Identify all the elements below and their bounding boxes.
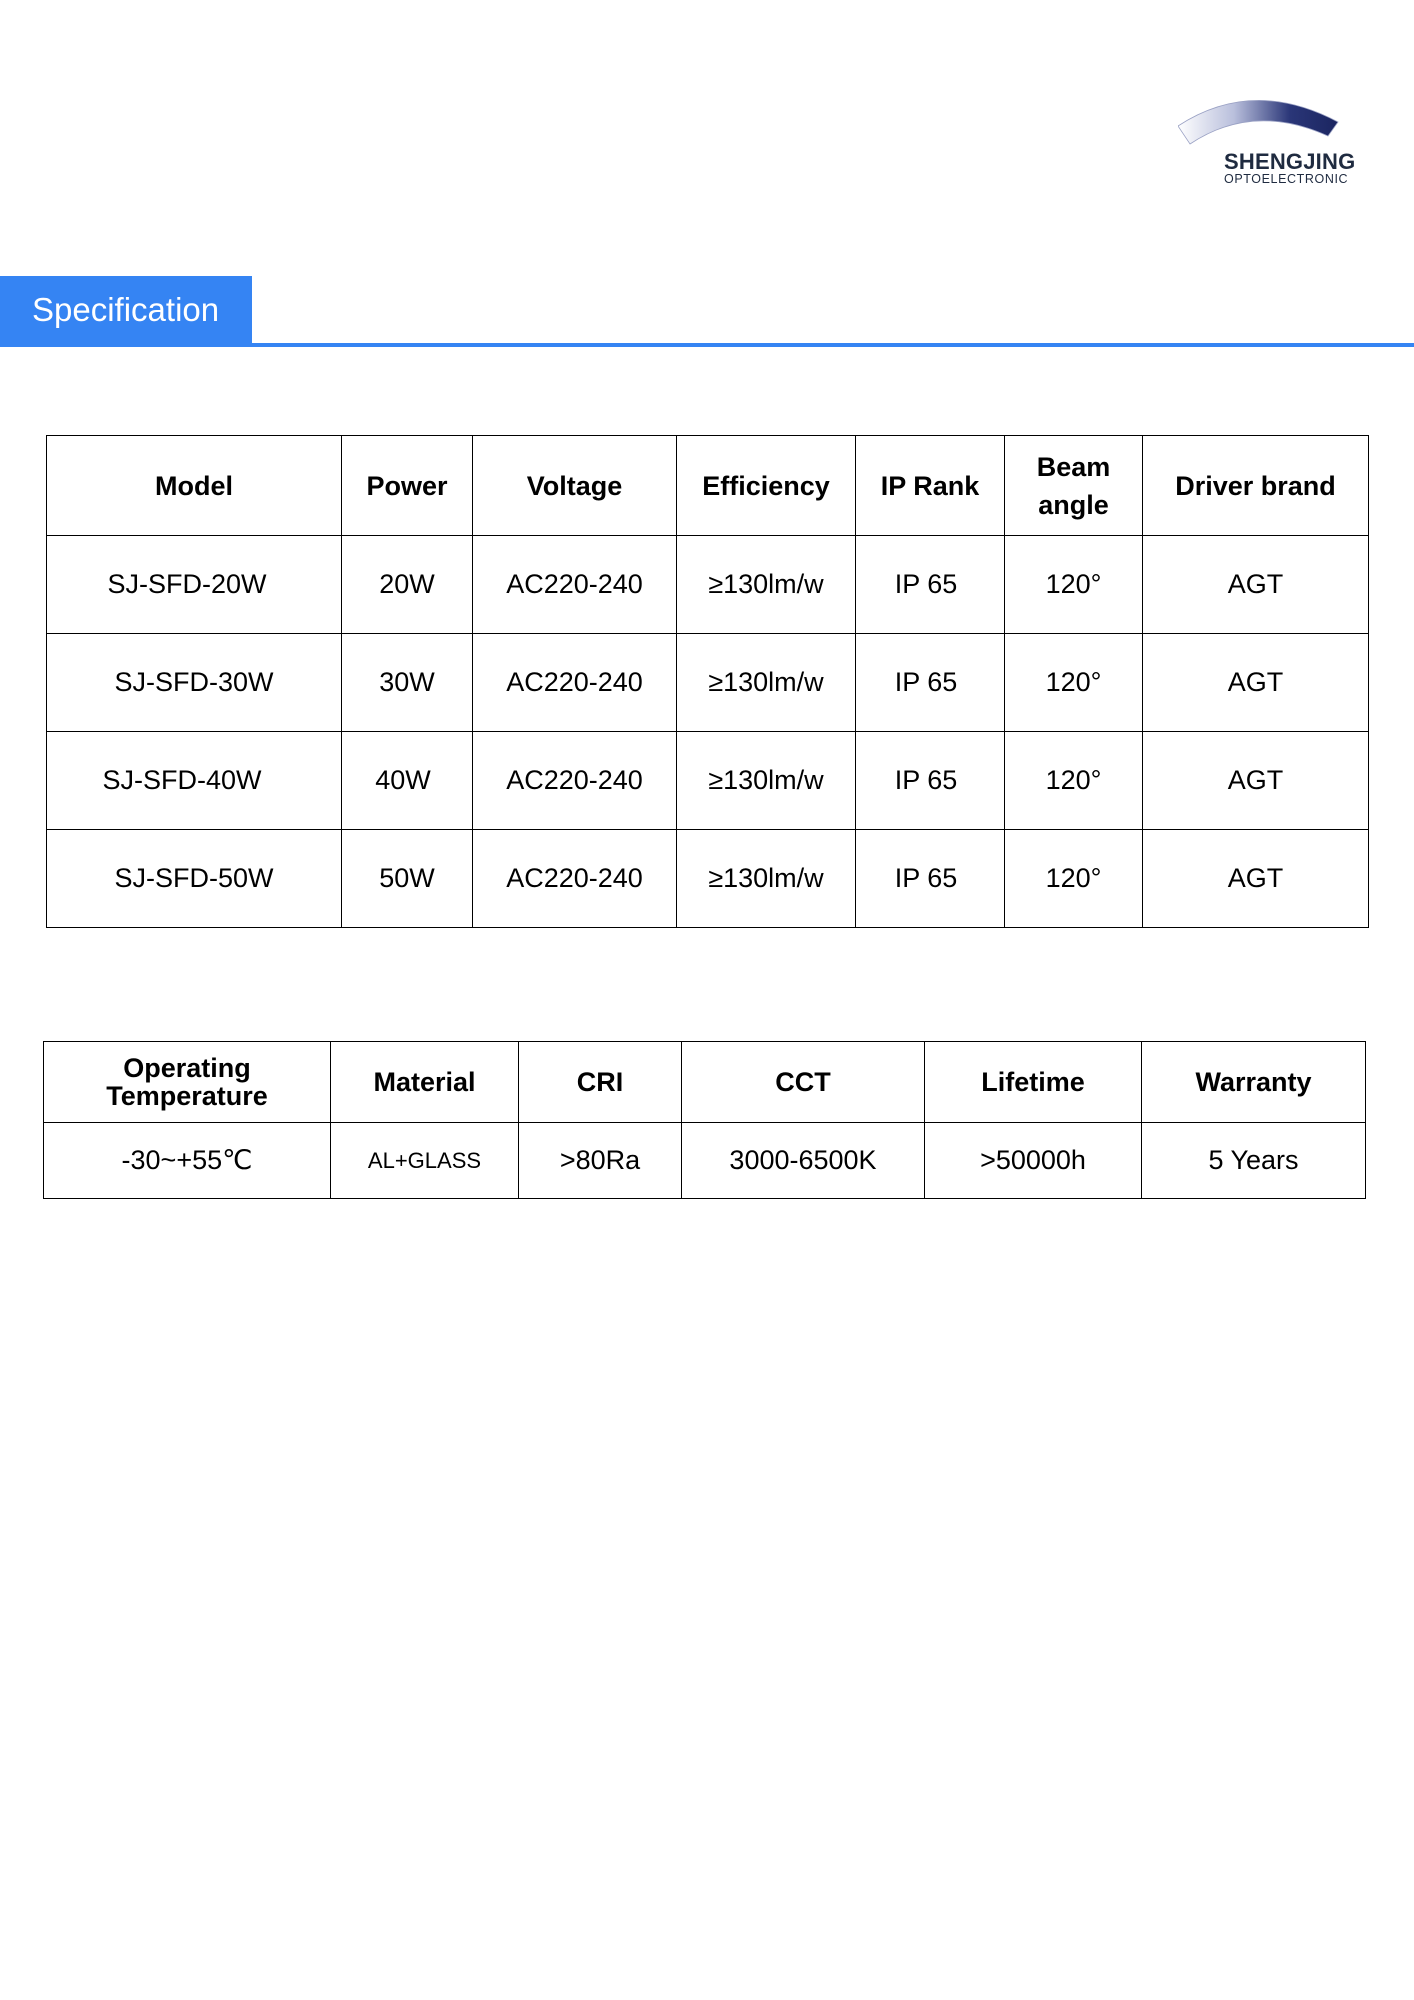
cell-cct: 3000-6500K	[682, 1123, 925, 1199]
cell-cri: >80Ra	[519, 1123, 682, 1199]
header-warranty: Warranty	[1142, 1042, 1366, 1123]
cell-driver-brand: AGT	[1143, 732, 1369, 830]
header-lifetime: Lifetime	[925, 1042, 1142, 1123]
cell-power: 30W	[342, 634, 473, 732]
header-cct: CCT	[682, 1042, 925, 1123]
table-header-row	[47, 436, 1369, 536]
cell-driver-brand: AGT	[1143, 830, 1369, 928]
header-operating-temperature: Operating Temperature	[44, 1042, 331, 1123]
table-row	[44, 1123, 1366, 1199]
cell-power: 50W	[342, 830, 473, 928]
cell-voltage: AC220-240	[473, 536, 677, 634]
general-spec-table	[43, 1041, 1366, 1199]
section-title: Specification	[0, 276, 252, 344]
brand-name: SHENGJING	[1224, 149, 1356, 174]
table-row	[47, 732, 1369, 830]
cell-model: SJ-SFD-20W	[47, 536, 342, 634]
table-header-row	[44, 1042, 1366, 1123]
cell-ip-rank: IP 65	[856, 732, 1005, 830]
logo-arc-icon	[1178, 92, 1363, 152]
brand-subtitle: OPTOELECTRONIC	[1224, 172, 1349, 186]
table-row	[47, 634, 1369, 732]
cell-model: SJ-SFD-40W	[47, 732, 342, 830]
section-divider	[0, 343, 1414, 347]
cell-power: 40W	[342, 732, 473, 830]
cell-ip-rank: IP 65	[856, 634, 1005, 732]
cell-beam-angle: 120°	[1005, 732, 1143, 830]
cell-efficiency: ≥130lm/w	[677, 732, 856, 830]
cell-material: AL+GLASS	[331, 1123, 519, 1199]
cell-model: SJ-SFD-50W	[47, 830, 342, 928]
header-voltage: Voltage	[473, 436, 677, 536]
cell-efficiency: ≥130lm/w	[677, 634, 856, 732]
cell-voltage: AC220-240	[473, 732, 677, 830]
cell-voltage: AC220-240	[473, 634, 677, 732]
cell-lifetime: >50000h	[925, 1123, 1142, 1199]
spec-table	[46, 435, 1369, 928]
header-efficiency: Efficiency	[677, 436, 856, 536]
cell-driver-brand: AGT	[1143, 634, 1369, 732]
cell-beam-angle: 120°	[1005, 634, 1143, 732]
header-cri: CRI	[519, 1042, 682, 1123]
cell-ip-rank: IP 65	[856, 536, 1005, 634]
cell-voltage: AC220-240	[473, 830, 677, 928]
cell-driver-brand: AGT	[1143, 536, 1369, 634]
cell-warranty: 5 Years	[1142, 1123, 1366, 1199]
header-beam-angle: Beam angle	[1005, 436, 1143, 536]
cell-model: SJ-SFD-30W	[47, 634, 342, 732]
header-ip-rank: IP Rank	[856, 436, 1005, 536]
header-driver-brand: Driver brand	[1143, 436, 1369, 536]
cell-beam-angle: 120°	[1005, 830, 1143, 928]
cell-operating-temperature: -30~+55℃	[44, 1123, 331, 1199]
table-row	[47, 830, 1369, 928]
cell-beam-angle: 120°	[1005, 536, 1143, 634]
header-power: Power	[342, 436, 473, 536]
cell-efficiency: ≥130lm/w	[677, 536, 856, 634]
header-material: Material	[331, 1042, 519, 1123]
cell-efficiency: ≥130lm/w	[677, 830, 856, 928]
cell-power: 20W	[342, 536, 473, 634]
header-model: Model	[47, 436, 342, 536]
table-row	[47, 536, 1369, 634]
cell-ip-rank: IP 65	[856, 830, 1005, 928]
brand-logo	[1178, 92, 1363, 192]
